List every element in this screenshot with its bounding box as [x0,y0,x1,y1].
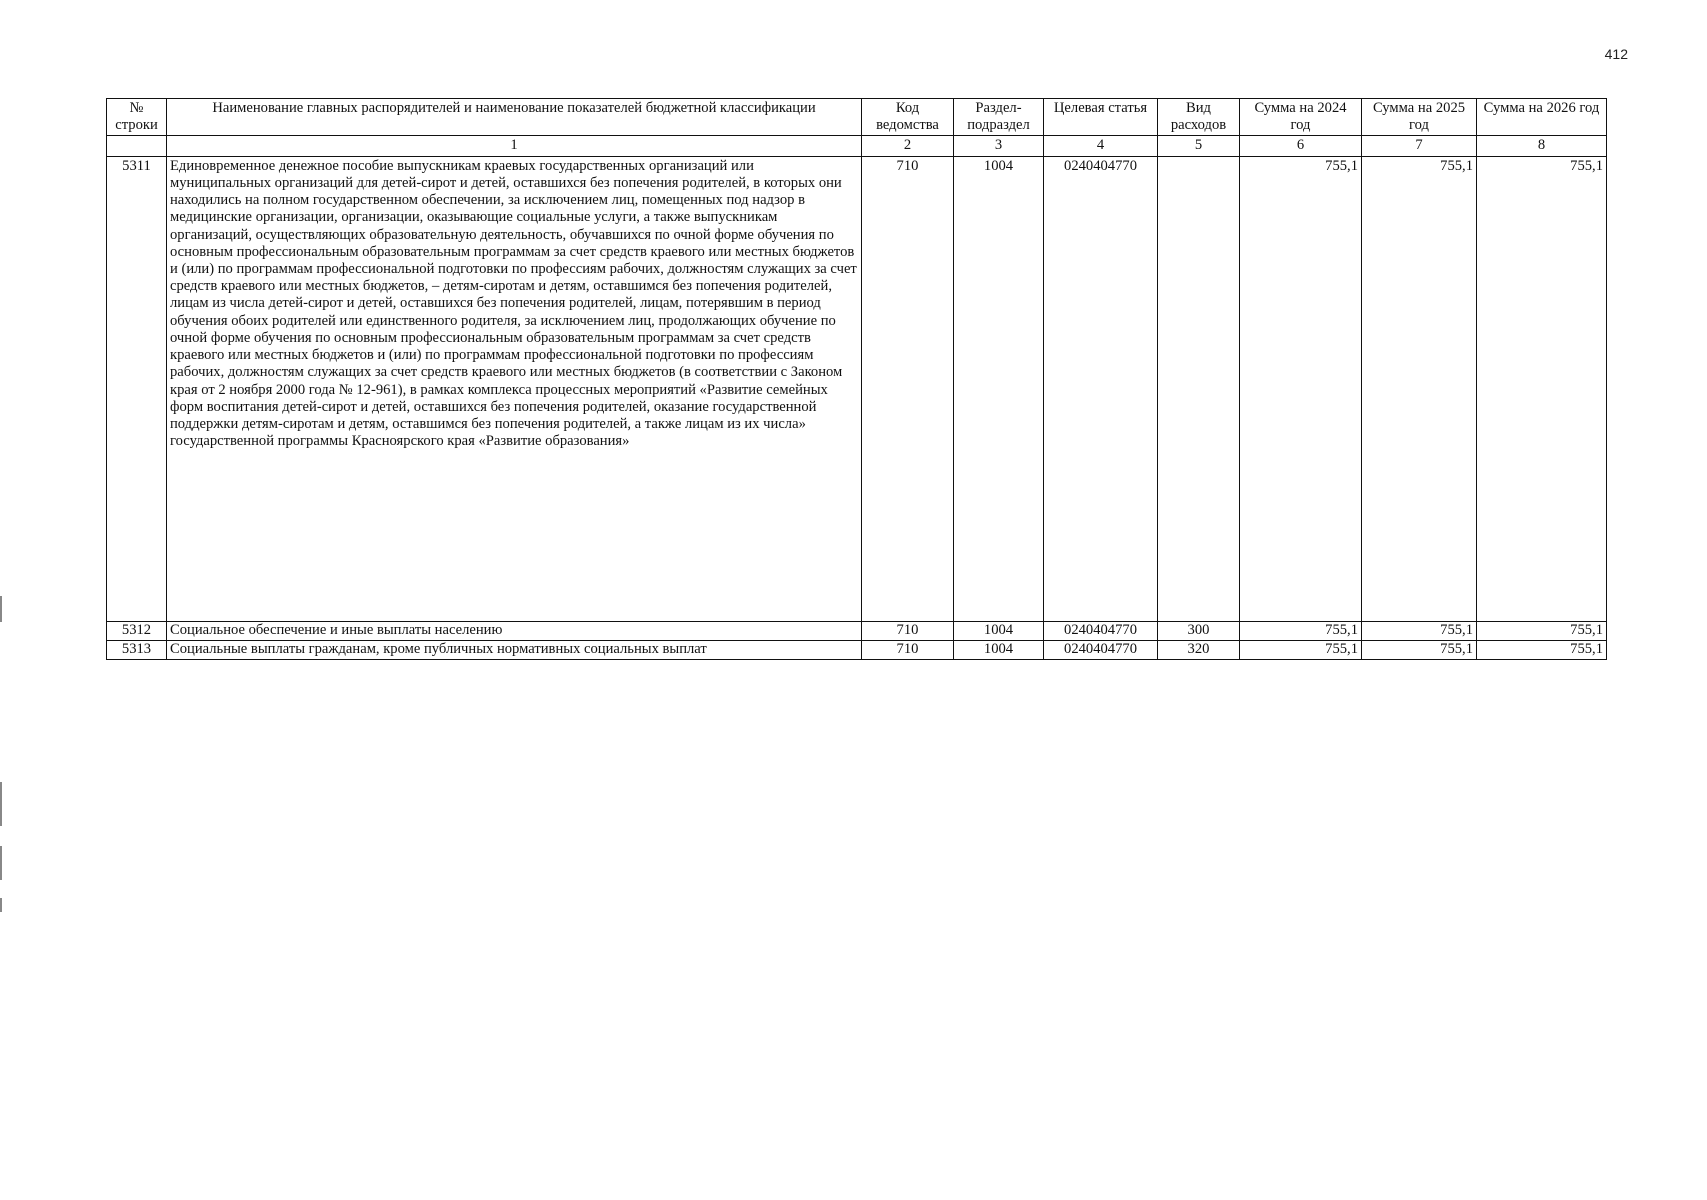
row-sum-2025: 755,1 [1362,640,1477,659]
scan-margin-mark [0,846,2,880]
header-target-item: Целевая статья [1044,99,1158,136]
row-section: 1004 [954,640,1044,659]
budget-table [106,98,1607,660]
table-row [107,156,1607,621]
header-dept-code: Код ведомства [862,99,954,136]
row-sum-2025: 755,1 [1362,621,1477,640]
row-name: Социальное обеспечение и иные выплаты населению [167,621,862,640]
row-sum-2025: 755,1 [1362,156,1477,621]
column-number [107,136,167,156]
scan-margin-mark [0,782,2,826]
header-sum-2025: Сумма на 2025 год [1362,99,1477,136]
scan-margin-mark [0,596,2,622]
row-number: 5312 [107,621,167,640]
page-number: 412 [1604,46,1628,62]
row-number: 5313 [107,640,167,659]
row-section: 1004 [954,621,1044,640]
column-number: 7 [1362,136,1477,156]
row-sum-2024: 755,1 [1240,640,1362,659]
column-number: 4 [1044,136,1158,156]
row-expense-type [1158,156,1240,621]
column-number: 3 [954,136,1044,156]
column-number: 1 [167,136,862,156]
row-name: Единовременное денежное пособие выпускникам краевых государственных организаций или муниципальных организаций для детей-сирот и детей, оставшихся без попечения родителей, в которых они находились на полном государственном обеспечении, за исключением лиц, помещенных под надзор в медицинские организации, организации, оказывающие социальные услуги, а также выпускникам организаций, осуществляющих образовательную деятельность, обучавшихся по очной форме обучения по основным профессиональным образовательным программам за счет средств краевого или местных бюджетов и (или) по программам профессиональной подготовки по профессиям рабочих, должностям служащих за счет средств краевого или местных бюджетов, – детям-сиротам и детям, оставшимся без попечения родителей, лицам из числа детей-сирот и детей, оставшихся без попечения родителей, лицам, потерявшим в период обучения обоих родителей или единственного родителя, за исключением лиц, продолжающих обучение по очной форме обучения по основным профессиональным образовательным программам за счет средств краевого или местных бюджетов и (или) по программам профессиональной подготовки по профессиям рабочих, должностям служащих за счет средств краевого или местных бюджетов (в соответствии с Законом края от 2 ноября 2000 года № 12-961), в рамках комплекса процессных мероприятий «Развитие семейных форм воспитания детей-сирот и детей, оставшихся без попечения родителей, оказание государственной поддержки детям-сиротам и детям, оставшимся без попечения родителей, а также лицам из их числа» государственной программы Красноярского края «Развитие образования» [167,156,862,621]
row-dept-code: 710 [862,640,954,659]
row-expense-type: 320 [1158,640,1240,659]
column-number: 5 [1158,136,1240,156]
header-sum-2026: Сумма на 2026 год [1477,99,1607,136]
row-sum-2024: 755,1 [1240,621,1362,640]
header-row [107,99,1607,136]
column-number: 6 [1240,136,1362,156]
table-row [107,621,1607,640]
row-target-item: 0240404770 [1044,156,1158,621]
column-number: 2 [862,136,954,156]
row-name: Социальные выплаты гражданам, кроме публичных нормативных социальных выплат [167,640,862,659]
row-sum-2026: 755,1 [1477,156,1607,621]
row-expense-type: 300 [1158,621,1240,640]
header-row-no: № строки [107,99,167,136]
row-dept-code: 710 [862,621,954,640]
table-row [107,640,1607,659]
row-target-item: 0240404770 [1044,640,1158,659]
header-section: Раздел-подраздел [954,99,1044,136]
row-sum-2026: 755,1 [1477,640,1607,659]
row-number: 5311 [107,156,167,621]
row-target-item: 0240404770 [1044,621,1158,640]
header-expense-type: Вид расходов [1158,99,1240,136]
row-sum-2024: 755,1 [1240,156,1362,621]
scan-margin-mark [0,898,2,912]
header-sum-2024: Сумма на 2024 год [1240,99,1362,136]
row-dept-code: 710 [862,156,954,621]
column-number: 8 [1477,136,1607,156]
row-section: 1004 [954,156,1044,621]
row-sum-2026: 755,1 [1477,621,1607,640]
column-number-row [107,136,1607,156]
header-name: Наименование главных распорядителей и наименование показателей бюджетной классификации [167,99,862,136]
